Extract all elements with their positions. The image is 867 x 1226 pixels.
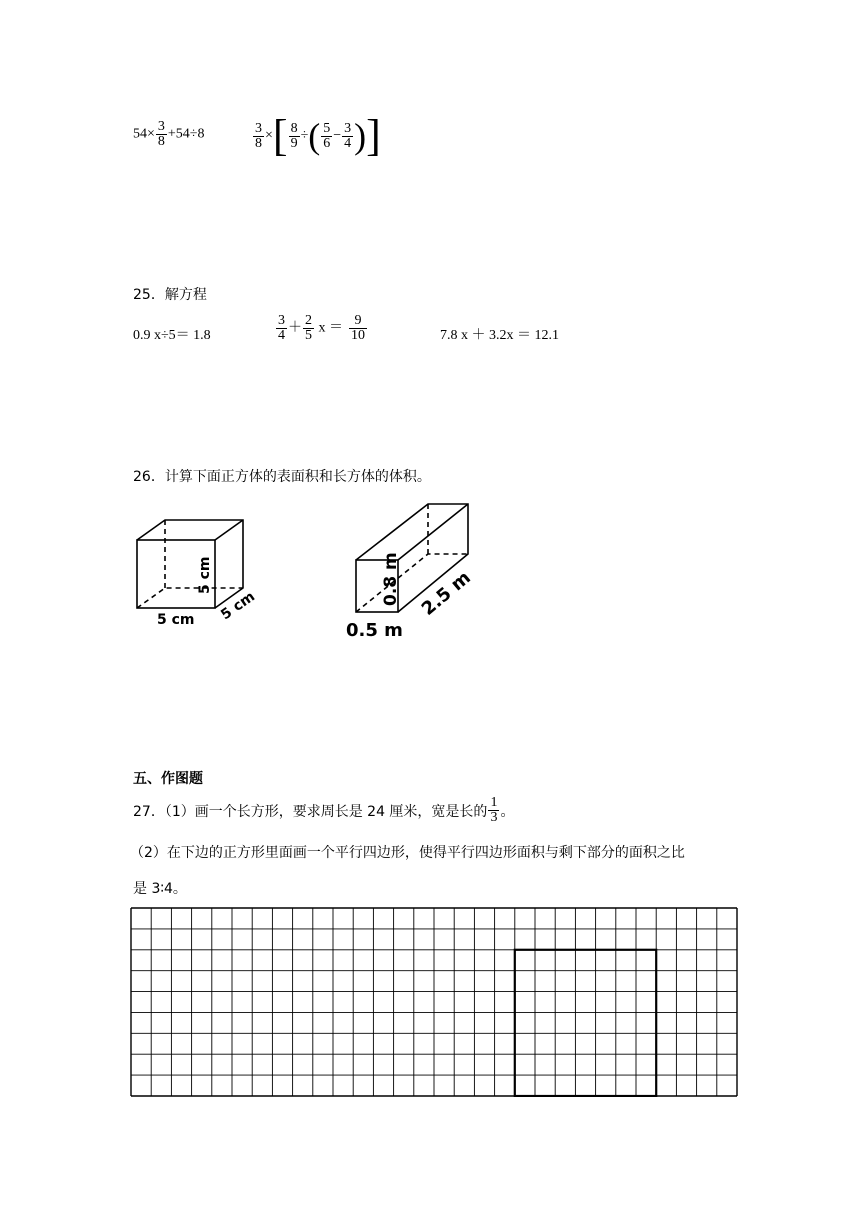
fraction: $\frac{3}{4}$ (344, 120, 352, 151)
fraction: $\frac{9}{10}$ (351, 313, 365, 343)
fraction: $\frac{3}{8}$ (157, 119, 165, 149)
square-bracket-close: ] (366, 111, 381, 160)
fraction: $\frac{8}{9}$ (290, 120, 298, 151)
q25-equation-3: 7.8 x ＋ 3.2x ＝ 12.1 (440, 328, 559, 343)
q24-expression-1: 54× $\frac{3}{8}$ +54÷8 (133, 119, 205, 149)
paren-close: ) (354, 116, 367, 156)
cube-width-label: 5 cm (157, 612, 195, 628)
cuboid-width-label: 0.5 m (346, 620, 403, 641)
drawing-grid[interactable] (130, 907, 738, 1097)
square-bracket-open: [ (272, 111, 288, 160)
fraction: $\frac{3}{8}$ (255, 120, 262, 151)
paren-open: ( (308, 116, 321, 156)
cuboid-length-label: 2.5 m (417, 567, 475, 620)
q27-part-2-line-2: 是 3∶4。 (133, 881, 187, 897)
q25-equation-2: $\frac{3}{4}$ ＋ $\frac{2}{5}$ x ＝ $\frac{9}{10}$ (278, 313, 365, 343)
given-square (515, 950, 656, 1096)
cube-height-label: 5 cm (197, 556, 213, 594)
q26-title: 26．计算下面正方体的表面积和长方体的体积。 (133, 469, 431, 485)
fraction: $\frac{2}{5}$ (305, 313, 312, 343)
q25-title: 25．解方程 (133, 287, 207, 303)
q27-part-1: 27．（1）画一个长方形，要求周长是 24 厘米，宽是长的 $\frac{1}{3}$ 。 (133, 795, 515, 825)
section-title: 五、作图题 (133, 771, 203, 787)
fraction: $\frac{5}{6}$ (323, 120, 331, 151)
cube-depth-label: 5 cm (218, 588, 259, 624)
q25-equation-1: 0.9 x÷5＝ 1.8 (133, 328, 211, 343)
q27-part-2-line-1: （2）在下边的正方形里面画一个平行四边形，使得平行四边形面积与剩下部分的面积之比 (130, 845, 685, 861)
fraction: $\frac{3}{4}$ (278, 313, 285, 343)
fraction: $\frac{1}{3}$ (490, 795, 498, 825)
cube-figure (125, 508, 275, 638)
cuboid-figure (340, 492, 500, 642)
cuboid-height-label: 0.8 m (381, 552, 401, 606)
q24-expression-2: $\frac{3}{8}$ ×[ $\frac{8}{9}$ ÷( $\frac{5}{6}$ − $\frac{3}{4}$ )] (255, 111, 381, 160)
